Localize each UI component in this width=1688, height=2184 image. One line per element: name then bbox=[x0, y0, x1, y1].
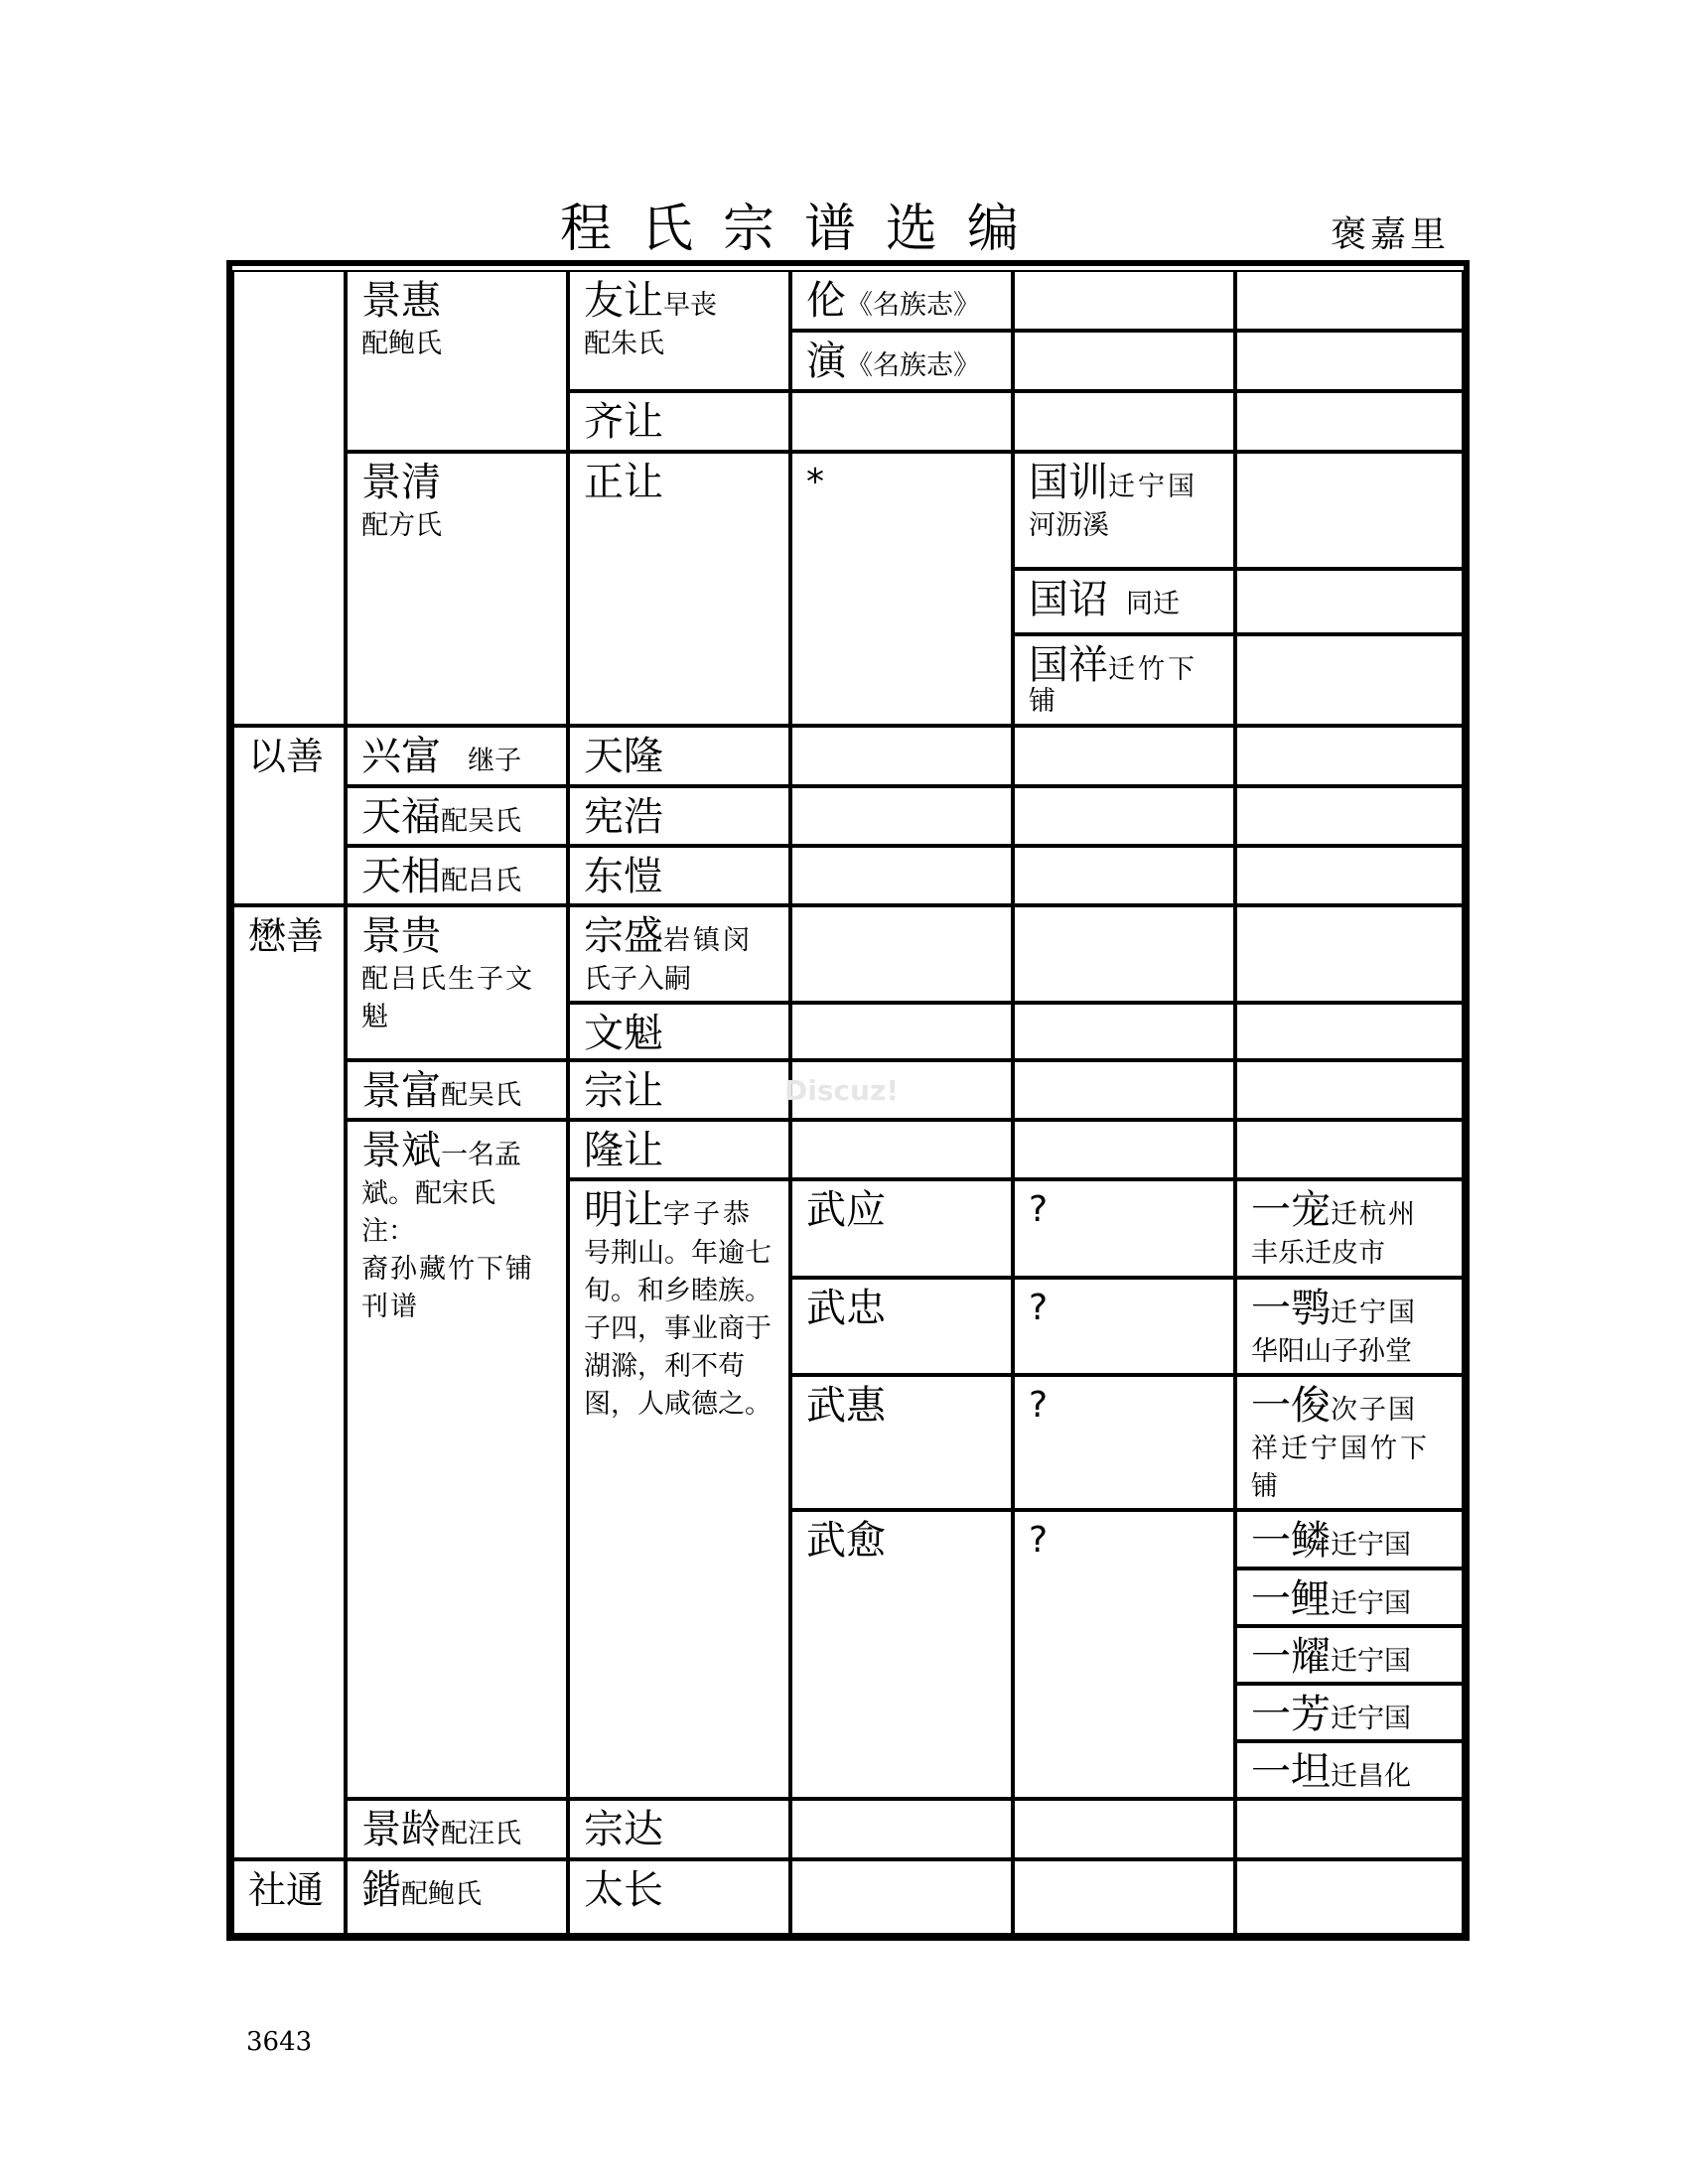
cell-c4-empty-1 bbox=[790, 391, 1013, 452]
note-zongsheng-2: 氏子入嗣 bbox=[584, 964, 691, 995]
page-number: 3643 bbox=[246, 2027, 313, 2057]
cell-c5-empty-1 bbox=[1013, 270, 1235, 331]
unknown-marker: ? bbox=[1029, 1520, 1049, 1561]
cell-c5-empty-7 bbox=[1013, 905, 1235, 1003]
cell-c6-yijun bbox=[1235, 1375, 1464, 1510]
cell-c5-guozhao bbox=[1013, 569, 1235, 634]
name-lun: 伦 bbox=[806, 278, 846, 324]
note-yiyao: 迁宁国 bbox=[1331, 1646, 1411, 1677]
cell-c1-yishan bbox=[232, 726, 346, 905]
name-yitan: 一坦 bbox=[1251, 1749, 1331, 1795]
note-guoxiang-2: 铺 bbox=[1029, 686, 1055, 717]
cell-c5-empty-9 bbox=[1013, 1060, 1235, 1120]
cell-c6-empty-3 bbox=[1235, 391, 1464, 452]
name-jingling: 景龄 bbox=[361, 1807, 441, 1852]
cell-c6-empty-15 bbox=[1235, 1859, 1464, 1935]
note-jingbin-2: 斌。配宋氏 bbox=[361, 1178, 495, 1209]
name-xingfu: 兴富 bbox=[361, 734, 441, 779]
cell-c4-wuying bbox=[790, 1179, 1013, 1278]
note-yitan: 迁昌化 bbox=[1331, 1761, 1411, 1792]
cell-c6-yilin bbox=[1235, 1510, 1464, 1569]
note-yijun-1: 次子国 bbox=[1331, 1395, 1417, 1426]
cell-c4-empty-2 bbox=[790, 726, 1013, 786]
name-wuzhong: 武忠 bbox=[806, 1286, 886, 1331]
note-mingrang-2: 号荆山。年逾七旬。和乡睦族。子四，事业商于湖滁，利不苟图，人咸德之。 bbox=[584, 1238, 772, 1420]
cell-c4-wuzhong bbox=[790, 1278, 1013, 1375]
cell-c2-tianfu bbox=[346, 786, 568, 846]
note-yiyi-1: 迁宁国 bbox=[1331, 1297, 1417, 1328]
name-guoxun: 国训 bbox=[1029, 460, 1108, 505]
note-yourang-2: 配朱氏 bbox=[584, 329, 664, 359]
cell-c3-dongkai bbox=[568, 846, 790, 905]
cell-c5-guoxun bbox=[1013, 452, 1235, 569]
cell-c3-yourang bbox=[568, 270, 790, 391]
cell-c4-empty-4 bbox=[790, 846, 1013, 905]
note-yichong-1: 迁杭州 bbox=[1331, 1199, 1417, 1230]
cell-c6-yifang bbox=[1235, 1684, 1464, 1741]
cell-c6-empty-1 bbox=[1235, 270, 1464, 331]
cell-c4-empty-5 bbox=[790, 905, 1013, 1003]
cell-c6-empty-5 bbox=[1235, 569, 1464, 634]
cell-c2-jinggui bbox=[346, 905, 568, 1060]
name-yichong: 一宠 bbox=[1251, 1187, 1331, 1233]
cell-c6-yili bbox=[1235, 1569, 1464, 1626]
cell-c4-lun bbox=[790, 270, 1013, 331]
cell-c4-empty-3 bbox=[790, 786, 1013, 846]
note-yourang-1: 早丧 bbox=[663, 290, 717, 321]
note-mingrang-1: 字子恭 bbox=[663, 1199, 753, 1230]
name-wuhui: 武惠 bbox=[806, 1383, 886, 1429]
name-maoshan: 懋善 bbox=[248, 914, 325, 958]
cell-c6-empty-4 bbox=[1235, 452, 1464, 569]
name-jingbin: 景斌 bbox=[361, 1128, 441, 1173]
name-yishan: 以善 bbox=[248, 735, 325, 778]
cell-c3-zongrang bbox=[568, 1060, 790, 1120]
name-yiyi: 一鹗 bbox=[1251, 1286, 1331, 1331]
cell-c3-qirang bbox=[568, 391, 790, 452]
name-tianxiang: 天相 bbox=[361, 854, 441, 899]
note-guoxiang-1: 迁竹下 bbox=[1108, 654, 1197, 685]
cell-c5-q4 bbox=[1013, 1510, 1235, 1799]
watermark: Discuz! bbox=[784, 1074, 900, 1107]
note-yilin: 迁宁国 bbox=[1331, 1530, 1411, 1561]
note-yichong-2: 丰乐迁皮市 bbox=[1251, 1238, 1385, 1269]
name-taichang: 太长 bbox=[584, 1867, 663, 1913]
cell-c4-empty-8 bbox=[790, 1120, 1013, 1179]
name-yilin: 一鳞 bbox=[1251, 1518, 1331, 1564]
name-longrang: 隆让 bbox=[584, 1128, 663, 1173]
cell-c3-zongsheng bbox=[568, 905, 790, 1003]
cell-c6-empty-12 bbox=[1235, 1060, 1464, 1120]
cell-c6-yitan bbox=[1235, 1741, 1464, 1799]
note-guoxun-2: 河沥溪 bbox=[1029, 510, 1109, 541]
note-jinghui: 配鲍氏 bbox=[361, 329, 442, 359]
cell-c6-empty-2 bbox=[1235, 331, 1464, 391]
cell-c5-empty-12 bbox=[1013, 1859, 1235, 1935]
note-guoxun-1: 迁宁国 bbox=[1108, 472, 1197, 502]
note-tianxiang: 配吕氏 bbox=[441, 866, 521, 896]
name-yourang: 友让 bbox=[584, 278, 663, 324]
note-jinggui: 配吕氏生子文魁 bbox=[361, 964, 534, 1032]
name-yijun: 一俊 bbox=[1251, 1383, 1331, 1429]
cell-c2-jingbin bbox=[346, 1120, 568, 1799]
note-yifang: 迁宁国 bbox=[1331, 1704, 1411, 1734]
cell-c2-jingfu bbox=[346, 1060, 568, 1120]
cell-c1-shetong bbox=[232, 1859, 346, 1935]
cell-c4-empty-10 bbox=[790, 1859, 1013, 1935]
cell-c6-yichong bbox=[1235, 1179, 1464, 1278]
cell-c6-empty-10 bbox=[1235, 905, 1464, 1003]
cell-c5-guoxiang bbox=[1013, 634, 1235, 726]
note-jingbin-1: 一名孟 bbox=[441, 1140, 521, 1170]
name-guoxiang: 国祥 bbox=[1029, 642, 1108, 688]
cell-c4-yan bbox=[790, 331, 1013, 391]
note-jingfu: 配吴氏 bbox=[441, 1080, 521, 1111]
cell-c6-empty-6 bbox=[1235, 634, 1464, 726]
cell-c5-q2 bbox=[1013, 1278, 1235, 1375]
cell-c1-top bbox=[232, 270, 346, 726]
name-tianlong: 天隆 bbox=[584, 734, 663, 779]
cell-c6-empty-7 bbox=[1235, 726, 1464, 786]
name-zongrang: 宗让 bbox=[584, 1068, 663, 1114]
name-xianhao: 宪浩 bbox=[584, 794, 663, 840]
cell-c2-jingling bbox=[346, 1799, 568, 1859]
name-guozhao: 国诏 bbox=[1029, 577, 1108, 622]
name-yili: 一鲤 bbox=[1251, 1576, 1331, 1622]
unknown-marker: ? bbox=[1029, 1189, 1049, 1230]
cell-c5-empty-8 bbox=[1013, 1003, 1235, 1060]
page-title: 程氏宗谱选编 bbox=[559, 200, 1049, 259]
name-yifang: 一芳 bbox=[1251, 1692, 1331, 1737]
name-wuyu: 武愈 bbox=[806, 1518, 886, 1564]
name-mingrang: 明让 bbox=[584, 1187, 663, 1233]
cell-c2-xingfu bbox=[346, 726, 568, 786]
cell-c5-empty-10 bbox=[1013, 1120, 1235, 1179]
cell-c5-empty-6 bbox=[1013, 846, 1235, 905]
cell-c6-empty-9 bbox=[1235, 846, 1464, 905]
name-jingfu: 景富 bbox=[361, 1068, 441, 1114]
note-yiyi-2: 华阳山子孙堂 bbox=[1251, 1336, 1412, 1367]
cell-c6-empty-11 bbox=[1235, 1003, 1464, 1060]
cell-c3-mingrang bbox=[568, 1179, 790, 1799]
cell-c3-zhengrang bbox=[568, 452, 790, 726]
cell-c2-jie bbox=[346, 1859, 568, 1935]
unknown-marker: ? bbox=[1029, 1288, 1049, 1328]
cell-c2-tianxiang bbox=[346, 846, 568, 905]
cell-c6-empty-14 bbox=[1235, 1799, 1464, 1859]
note-jingbin-3: 注： bbox=[361, 1216, 415, 1247]
cell-c6-yiyi bbox=[1235, 1278, 1464, 1375]
cell-c3-zongda bbox=[568, 1799, 790, 1859]
note-zongsheng-1: 岩镇闵 bbox=[663, 925, 753, 956]
name-jinggui: 景贵 bbox=[361, 913, 441, 959]
cell-c4-wuhui bbox=[790, 1375, 1013, 1510]
name-zongda: 宗达 bbox=[584, 1807, 663, 1852]
note-jingling: 配汪氏 bbox=[441, 1819, 521, 1849]
note-jie: 配鲍氏 bbox=[401, 1879, 482, 1910]
name-tianfu: 天福 bbox=[361, 794, 441, 840]
cell-c5-empty-11 bbox=[1013, 1799, 1235, 1859]
cell-c5-q1 bbox=[1013, 1179, 1235, 1278]
cell-c4-empty-9 bbox=[790, 1799, 1013, 1859]
name-shetong: 社通 bbox=[248, 1868, 325, 1912]
cell-c3-tianlong bbox=[568, 726, 790, 786]
cell-c3-wenkui bbox=[568, 1003, 790, 1060]
name-zongsheng: 宗盛 bbox=[584, 913, 663, 959]
cell-c5-q3 bbox=[1013, 1375, 1235, 1510]
cell-c5-empty-5 bbox=[1013, 786, 1235, 846]
cell-c2-jingqing bbox=[346, 452, 568, 726]
name-jie: 鍇 bbox=[361, 1867, 401, 1913]
unknown-marker: ? bbox=[1029, 1385, 1049, 1426]
cell-c6-yiyao bbox=[1235, 1626, 1464, 1684]
cell-c3-taichang bbox=[568, 1859, 790, 1935]
cell-c6-empty-13 bbox=[1235, 1120, 1464, 1179]
cell-c4-empty-6 bbox=[790, 1003, 1013, 1060]
name-yan: 演 bbox=[806, 339, 846, 384]
name-jingqing: 景清 bbox=[361, 460, 441, 505]
name-jinghui: 景惠 bbox=[361, 278, 441, 324]
note-jingqing: 配方氏 bbox=[361, 510, 442, 541]
note-tianfu: 配吴氏 bbox=[441, 806, 521, 837]
cell-c4-star bbox=[790, 452, 1013, 726]
cell-c3-longrang bbox=[568, 1120, 790, 1179]
cell-c5-empty-3 bbox=[1013, 391, 1235, 452]
name-wuying: 武应 bbox=[806, 1187, 886, 1233]
note-yijun-2: 祥迁宁国竹下铺 bbox=[1251, 1433, 1430, 1502]
note-xingfu: 继子 bbox=[468, 746, 522, 776]
name-dongkai: 东愷 bbox=[584, 854, 663, 899]
note-jingbin-4: 裔孙藏竹下铺刊谱 bbox=[361, 1254, 534, 1322]
name-zhengrang: 正让 bbox=[584, 460, 663, 505]
cell-c4-wuyu bbox=[790, 1510, 1013, 1799]
note-yili: 迁宁国 bbox=[1331, 1588, 1411, 1619]
cell-c1-maoshan bbox=[232, 905, 346, 1859]
cell-c2-jinghui bbox=[346, 270, 568, 452]
note-yan: 《名族志》 bbox=[846, 350, 980, 381]
name-qirang: 齐让 bbox=[584, 399, 663, 445]
note-guozhao: 同迁 bbox=[1126, 589, 1180, 619]
cell-c3-xianhao bbox=[568, 786, 790, 846]
place-name: 褒嘉里 bbox=[1330, 214, 1450, 255]
name-wenkui: 文魁 bbox=[584, 1011, 663, 1056]
cell-c6-empty-8 bbox=[1235, 786, 1464, 846]
unknown-marker: * bbox=[806, 462, 824, 502]
cell-c5-empty-4 bbox=[1013, 726, 1235, 786]
note-lun: 《名族志》 bbox=[846, 290, 980, 321]
cell-c5-empty-2 bbox=[1013, 331, 1235, 391]
name-yiyao: 一耀 bbox=[1251, 1634, 1331, 1680]
